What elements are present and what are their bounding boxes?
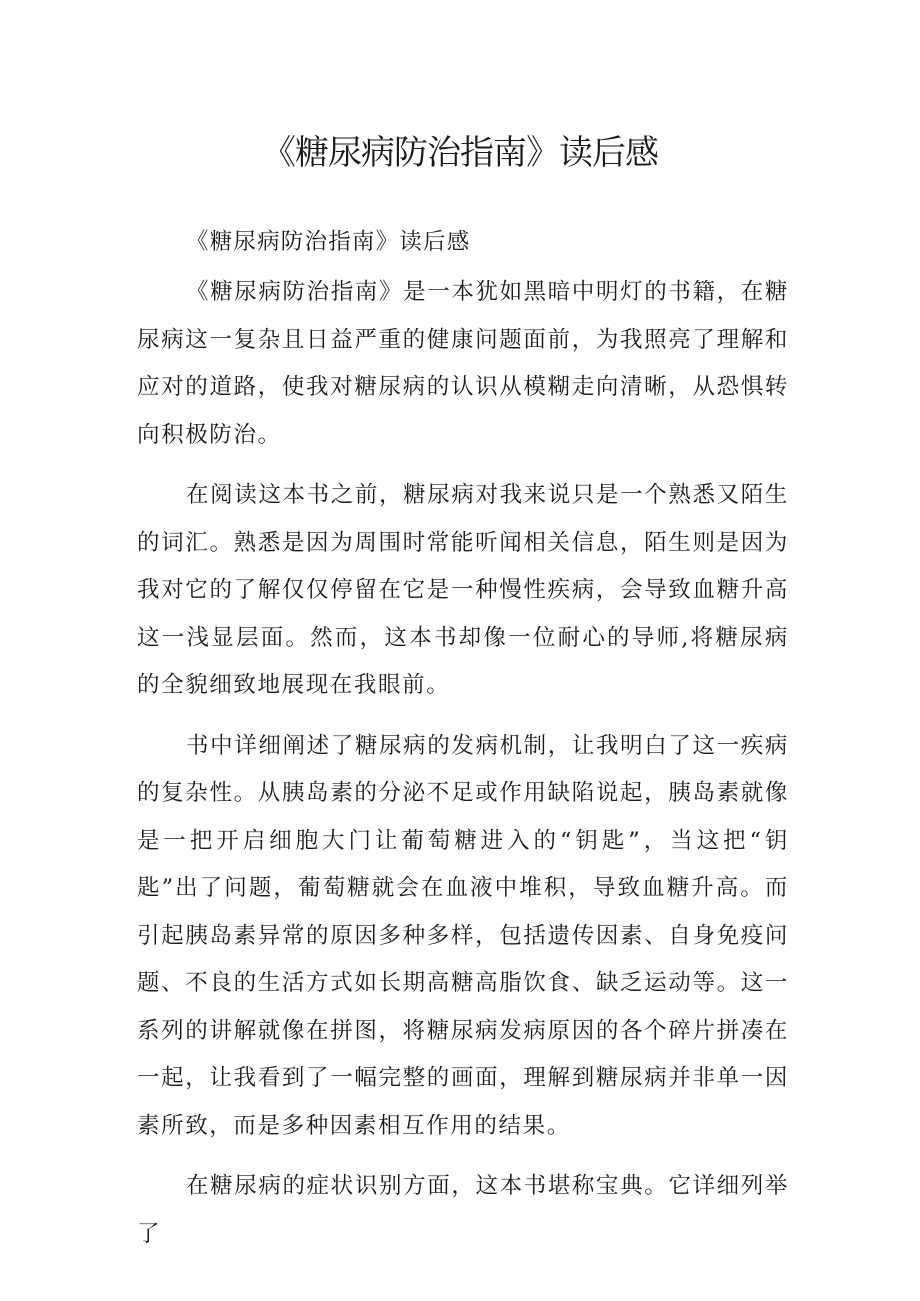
document-subtitle: 《糖尿病防治指南》读后感 xyxy=(186,229,471,255)
paragraph-4: 在糖尿病的症状识别方面，这本书堪称宝典。它详细列举了 xyxy=(137,1173,789,1247)
paragraph-1: 《糖尿病防治指南》是一本犹如黑暗中明灯的书籍，在糖尿病这一复杂且日益严重的健康问题面前，为我照亮了理解和应对的道路，使我对糖尿病的认识从模糊走向清晰，从恐惧转向积极防治。 xyxy=(137,279,789,448)
document-body xyxy=(137,269,789,1271)
paragraph-2: 在阅读这本书之前，糖尿病对我来说只是一个熟悉又陌生的词汇。熟悉是因为周围时常能听闻相关信息，陌生则是因为我对它的了解仅仅停留在它是一种慢性疾病，会导致血糖升高这一浅显层面。然而，这本书却像一位耐心的导师,将糖尿病的全貌细致地展现在我眼前。 xyxy=(137,482,789,698)
document-title: 《糖尿病防治指南》读后感 xyxy=(262,133,658,173)
paragraph-3: 书中详细阐述了糖尿病的发病机制，让我明白了这一疾病的复杂性。从胰岛素的分泌不足或作用缺陷说起，胰岛素就像是一把开启细胞大门让葡萄糖进入的“钥匙”，当这把“钥匙”出了问题，葡萄糖就会在血液中堆积，导致血糖升高。而引起胰岛素异常的原因多种多样，包括遗传因素、自身免疫问题、不良的生活方式如长期高糖高脂饮食、缺乏运动等。这一系列的讲解就像在拼图，将糖尿病发病原因的各个碎片拼凑在一起，让我看到了一幅完整的画面，理解到糖尿病并非单一因素所致，而是多种因素相互作用的结果。 xyxy=(137,732,789,1139)
